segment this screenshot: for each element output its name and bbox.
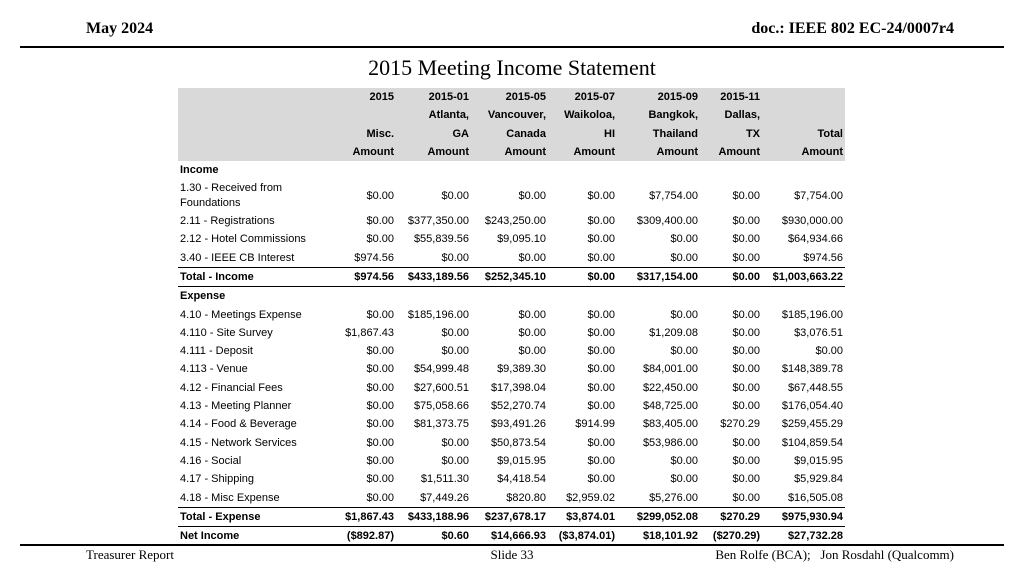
amount-cell: $0.00: [441, 326, 469, 339]
amount-cell: $1,511.30: [420, 473, 469, 486]
header-cell: Canada: [471, 125, 548, 143]
amount-cell: $0.00: [366, 233, 394, 246]
amount-cell: $1,867.43: [330, 507, 396, 526]
amount-cell: $237,678.17: [471, 507, 548, 526]
amount-cell: $48,725.00: [642, 400, 698, 413]
amount-cell: $0.00: [587, 381, 615, 394]
amount-cell: $17,398.04: [490, 381, 546, 394]
header-row: [178, 106, 845, 124]
amount-cell: $0.00: [587, 326, 615, 339]
header-cell: 2015-01: [396, 88, 471, 106]
header-cell: 2015-05: [471, 88, 548, 106]
header-cell: Misc.: [330, 125, 396, 143]
header-cell: Vancouver,: [471, 106, 548, 124]
amount-cell: $0.00: [441, 454, 469, 467]
table-row: [178, 470, 845, 488]
amount-cell: $5,929.84: [794, 473, 843, 486]
amount-cell: $14,666.93: [471, 527, 548, 546]
header-cell: Amount: [617, 143, 700, 161]
amount-cell: [762, 161, 845, 179]
row-label: 3.40 - IEEE CB Interest: [180, 251, 295, 264]
header-cell: Amount: [330, 143, 396, 161]
amount-cell: $0.00: [587, 215, 615, 228]
amount-cell: $0.00: [441, 251, 469, 264]
amount-cell: $0.00: [518, 308, 546, 321]
amount-cell: [762, 287, 845, 306]
amount-cell: $67,448.55: [787, 381, 843, 394]
row-label: 4.14 - Food & Beverage: [180, 418, 297, 431]
amount-cell: $0.00: [587, 473, 615, 486]
row-label: Total - Income: [178, 267, 330, 286]
table-row: [178, 249, 845, 268]
header-cell: Amount: [396, 143, 471, 161]
amount-cell: $0.00: [732, 326, 760, 339]
amount-cell: $2,959.02: [566, 491, 615, 504]
amount-cell: $83,405.00: [642, 418, 698, 431]
amount-cell: $0.00: [366, 363, 394, 376]
row-label: 4.10 - Meetings Expense: [180, 308, 302, 321]
amount-cell: $0.00: [732, 381, 760, 394]
amount-cell: $27,600.51: [413, 381, 469, 394]
amount-cell: $0.00: [587, 400, 615, 413]
amount-cell: $317,154.00: [617, 267, 700, 286]
header-cell: Atlanta,: [396, 106, 471, 124]
amount-cell: $930,000.00: [781, 215, 843, 228]
amount-cell: $185,196.00: [407, 308, 469, 321]
amount-cell: $0.00: [732, 189, 760, 202]
table-row: [178, 179, 845, 212]
amount-cell: $0.00: [670, 454, 698, 467]
amount-cell: $0.00: [366, 381, 394, 394]
amount-cell: $84,001.00: [642, 363, 698, 376]
amount-cell: $914.99: [575, 418, 615, 431]
amount-cell: $0.00: [587, 308, 615, 321]
table-row: [178, 230, 845, 248]
table-row: [178, 287, 845, 306]
header-cell: 2015-09: [617, 88, 700, 106]
table-row: [178, 397, 845, 415]
amount-cell: $820.80: [506, 491, 546, 504]
slide-number: Slide 33: [490, 547, 534, 562]
amount-cell: $309,400.00: [636, 215, 698, 228]
amount-cell: $0.00: [670, 251, 698, 264]
amount-cell: $0.00: [700, 267, 762, 286]
header-cell: Total: [762, 125, 845, 143]
amount-cell: ($270.29): [700, 527, 762, 546]
footer-report-name: Treasurer Report: [86, 547, 174, 562]
amount-cell: [548, 161, 617, 179]
header-cell: GA: [396, 125, 471, 143]
slide-title: 2015 Meeting Income Statement: [368, 55, 656, 80]
amount-cell: $0.00: [670, 308, 698, 321]
amount-cell: $0.00: [366, 418, 394, 431]
header-divider: [20, 46, 1004, 48]
amount-cell: $0.00: [518, 189, 546, 202]
slide-date: May 2024: [86, 20, 154, 37]
amount-cell: $3,874.01: [548, 507, 617, 526]
amount-cell: $243,250.00: [484, 215, 546, 228]
amount-cell: $0.00: [366, 454, 394, 467]
amount-cell: $0.00: [732, 215, 760, 228]
amount-cell: $0.00: [732, 308, 760, 321]
row-label: Income: [180, 164, 219, 177]
header-cell: 2015-07: [548, 88, 617, 106]
table-row: [178, 324, 845, 342]
amount-cell: $0.00: [670, 345, 698, 358]
amount-cell: $7,754.00: [649, 189, 698, 202]
amount-cell: [700, 161, 762, 179]
table-row: [178, 360, 845, 378]
amount-cell: $0.00: [366, 436, 394, 449]
table-row: [178, 507, 845, 526]
amount-cell: $0.00: [518, 251, 546, 264]
header-row: [178, 143, 845, 161]
amount-cell: [471, 287, 548, 306]
header-cell: Waikoloa,: [548, 106, 617, 124]
header-cell: Amount: [700, 143, 762, 161]
amount-cell: $0.00: [732, 454, 760, 467]
header-cell: 2015-11: [700, 88, 762, 106]
header-cell: [330, 106, 396, 124]
amount-cell: $54,999.48: [413, 363, 469, 376]
row-label: 1.30 - Received from Foundations: [180, 182, 283, 209]
amount-cell: $0.00: [732, 473, 760, 486]
header-cell: Dallas,: [700, 106, 762, 124]
row-label: 4.12 - Financial Fees: [180, 381, 283, 394]
header-row: [178, 125, 845, 143]
amount-cell: $0.00: [366, 308, 394, 321]
amount-cell: $9,015.95: [497, 454, 546, 467]
header-cell: Amount: [548, 143, 617, 161]
amount-cell: $433,188.96: [396, 507, 471, 526]
amount-cell: $9,389.30: [497, 363, 546, 376]
row-label: 4.17 - Shipping: [180, 473, 254, 486]
amount-cell: $1,003,663.22: [762, 267, 845, 286]
amount-cell: $0.00: [732, 491, 760, 504]
amount-cell: $377,350.00: [407, 215, 469, 228]
amount-cell: $0.00: [587, 251, 615, 264]
amount-cell: ($892.87): [330, 527, 396, 546]
table-row: [178, 161, 845, 179]
amount-cell: $64,934.66: [787, 233, 843, 246]
amount-cell: $0.60: [396, 527, 471, 546]
row-label: 4.13 - Meeting Planner: [180, 400, 292, 413]
amount-cell: [471, 161, 548, 179]
amount-cell: $433,189.56: [396, 267, 471, 286]
slide-header: [86, 20, 954, 38]
amount-cell: $18,101.92: [617, 527, 700, 546]
amount-cell: [617, 161, 700, 179]
header-cell: Amount: [762, 143, 845, 161]
header-row: [178, 88, 845, 106]
table-row: [178, 212, 845, 230]
amount-cell: $3,076.51: [794, 326, 843, 339]
amount-cell: $55,839.56: [413, 233, 469, 246]
footer-divider: [20, 544, 1004, 546]
footer-authors: Ben Rolfe (BCA); Jon Rosdahl (Qualcomm): [715, 547, 954, 562]
table-row: [178, 306, 845, 324]
income-statement-table: [178, 88, 845, 546]
amount-cell: $16,505.08: [787, 491, 843, 504]
header-cell: [762, 88, 845, 106]
amount-cell: $0.00: [732, 436, 760, 449]
amount-cell: $0.00: [441, 189, 469, 202]
amount-cell: $22,450.00: [642, 381, 698, 394]
header-cell: 2015: [330, 88, 396, 106]
amount-cell: [396, 287, 471, 306]
amount-cell: $185,196.00: [781, 308, 843, 321]
table-row: [178, 452, 845, 470]
row-label: Total - Expense: [178, 507, 330, 526]
amount-cell: $0.00: [732, 345, 760, 358]
amount-cell: $0.00: [587, 436, 615, 449]
amount-cell: $0.00: [366, 473, 394, 486]
amount-cell: $0.00: [732, 251, 760, 264]
amount-cell: [700, 287, 762, 306]
amount-cell: $5,276.00: [649, 491, 698, 504]
header-label-cell: [178, 88, 330, 106]
amount-cell: $53,986.00: [642, 436, 698, 449]
amount-cell: $0.00: [366, 345, 394, 358]
table-row: [178, 415, 845, 433]
amount-cell: $0.00: [441, 345, 469, 358]
header-cell: Thailand: [617, 125, 700, 143]
amount-cell: $270.29: [700, 507, 762, 526]
amount-cell: $148,389.78: [781, 363, 843, 376]
row-label: 4.16 - Social: [180, 454, 242, 467]
amount-cell: $1,867.43: [345, 326, 394, 339]
amount-cell: $176,054.40: [781, 400, 843, 413]
amount-cell: $75,058.66: [413, 400, 469, 413]
amount-cell: $0.00: [587, 454, 615, 467]
table-row: [178, 379, 845, 397]
amount-cell: $0.00: [441, 436, 469, 449]
table-body: [178, 161, 845, 546]
doc-number: doc.: IEEE 802 EC-24/0007r4: [751, 20, 954, 37]
amount-cell: $0.00: [732, 363, 760, 376]
amount-cell: $0.00: [670, 233, 698, 246]
amount-cell: $104,859.54: [781, 436, 843, 449]
amount-cell: $252,345.10: [471, 267, 548, 286]
amount-cell: $974.56: [354, 251, 394, 264]
amount-cell: $0.00: [732, 233, 760, 246]
amount-cell: $0.00: [366, 189, 394, 202]
amount-cell: $0.00: [587, 345, 615, 358]
header-label-cell: [178, 106, 330, 124]
amount-cell: $0.00: [366, 491, 394, 504]
amount-cell: ($3,874.01): [548, 527, 617, 546]
header-label-cell: [178, 125, 330, 143]
amount-cell: [330, 287, 396, 306]
row-label: Net Income: [178, 527, 330, 546]
amount-cell: $974.56: [803, 251, 843, 264]
amount-cell: $0.00: [366, 400, 394, 413]
header-cell: TX: [700, 125, 762, 143]
amount-cell: $0.00: [815, 345, 843, 358]
amount-cell: $93,491.26: [490, 418, 546, 431]
amount-cell: [548, 287, 617, 306]
amount-cell: $974.56: [330, 267, 396, 286]
amount-cell: [617, 287, 700, 306]
row-label: 4.111 - Deposit: [180, 345, 253, 358]
table-row: [178, 434, 845, 452]
table-head: [178, 88, 845, 161]
amount-cell: $270.29: [720, 418, 760, 431]
amount-cell: [330, 161, 396, 179]
table-row: [178, 489, 845, 508]
amount-cell: $0.00: [587, 363, 615, 376]
table-row: [178, 267, 845, 286]
header-cell: [762, 106, 845, 124]
amount-cell: $7,754.00: [794, 189, 843, 202]
amount-cell: $0.00: [670, 473, 698, 486]
row-label: 4.110 - Site Survey: [180, 326, 273, 339]
table-row: [178, 342, 845, 360]
amount-cell: $4,418.54: [497, 473, 546, 486]
amount-cell: $975,930.94: [762, 507, 845, 526]
amount-cell: $9,015.95: [794, 454, 843, 467]
header-cell: Amount: [471, 143, 548, 161]
row-label: 4.15 - Network Services: [180, 436, 297, 449]
amount-cell: $0.00: [732, 400, 760, 413]
amount-cell: $9,095.10: [497, 233, 546, 246]
amount-cell: $0.00: [548, 267, 617, 286]
header-cell: HI: [548, 125, 617, 143]
row-label: 4.113 - Venue: [180, 363, 248, 376]
row-label: 2.11 - Registrations: [180, 215, 275, 228]
amount-cell: $50,873.54: [490, 436, 546, 449]
amount-cell: $0.00: [518, 326, 546, 339]
amount-cell: $52,270.74: [490, 400, 546, 413]
row-label: Expense: [180, 290, 226, 303]
header-label-cell: [178, 143, 330, 161]
amount-cell: $1,209.08: [649, 326, 698, 339]
amount-cell: $0.00: [518, 345, 546, 358]
amount-cell: $0.00: [587, 189, 615, 202]
amount-cell: $259,455.29: [781, 418, 843, 431]
amount-cell: $27,732.28: [762, 527, 845, 546]
row-label: 4.18 - Misc Expense: [180, 491, 280, 504]
amount-cell: $0.00: [366, 215, 394, 228]
header-cell: Bangkok,: [617, 106, 700, 124]
amount-cell: $299,052.08: [617, 507, 700, 526]
amount-cell: $0.00: [587, 233, 615, 246]
amount-cell: $81,373.75: [413, 418, 469, 431]
amount-cell: [396, 161, 471, 179]
amount-cell: $7,449.26: [420, 491, 469, 504]
row-label: 2.12 - Hotel Commissions: [180, 233, 306, 246]
